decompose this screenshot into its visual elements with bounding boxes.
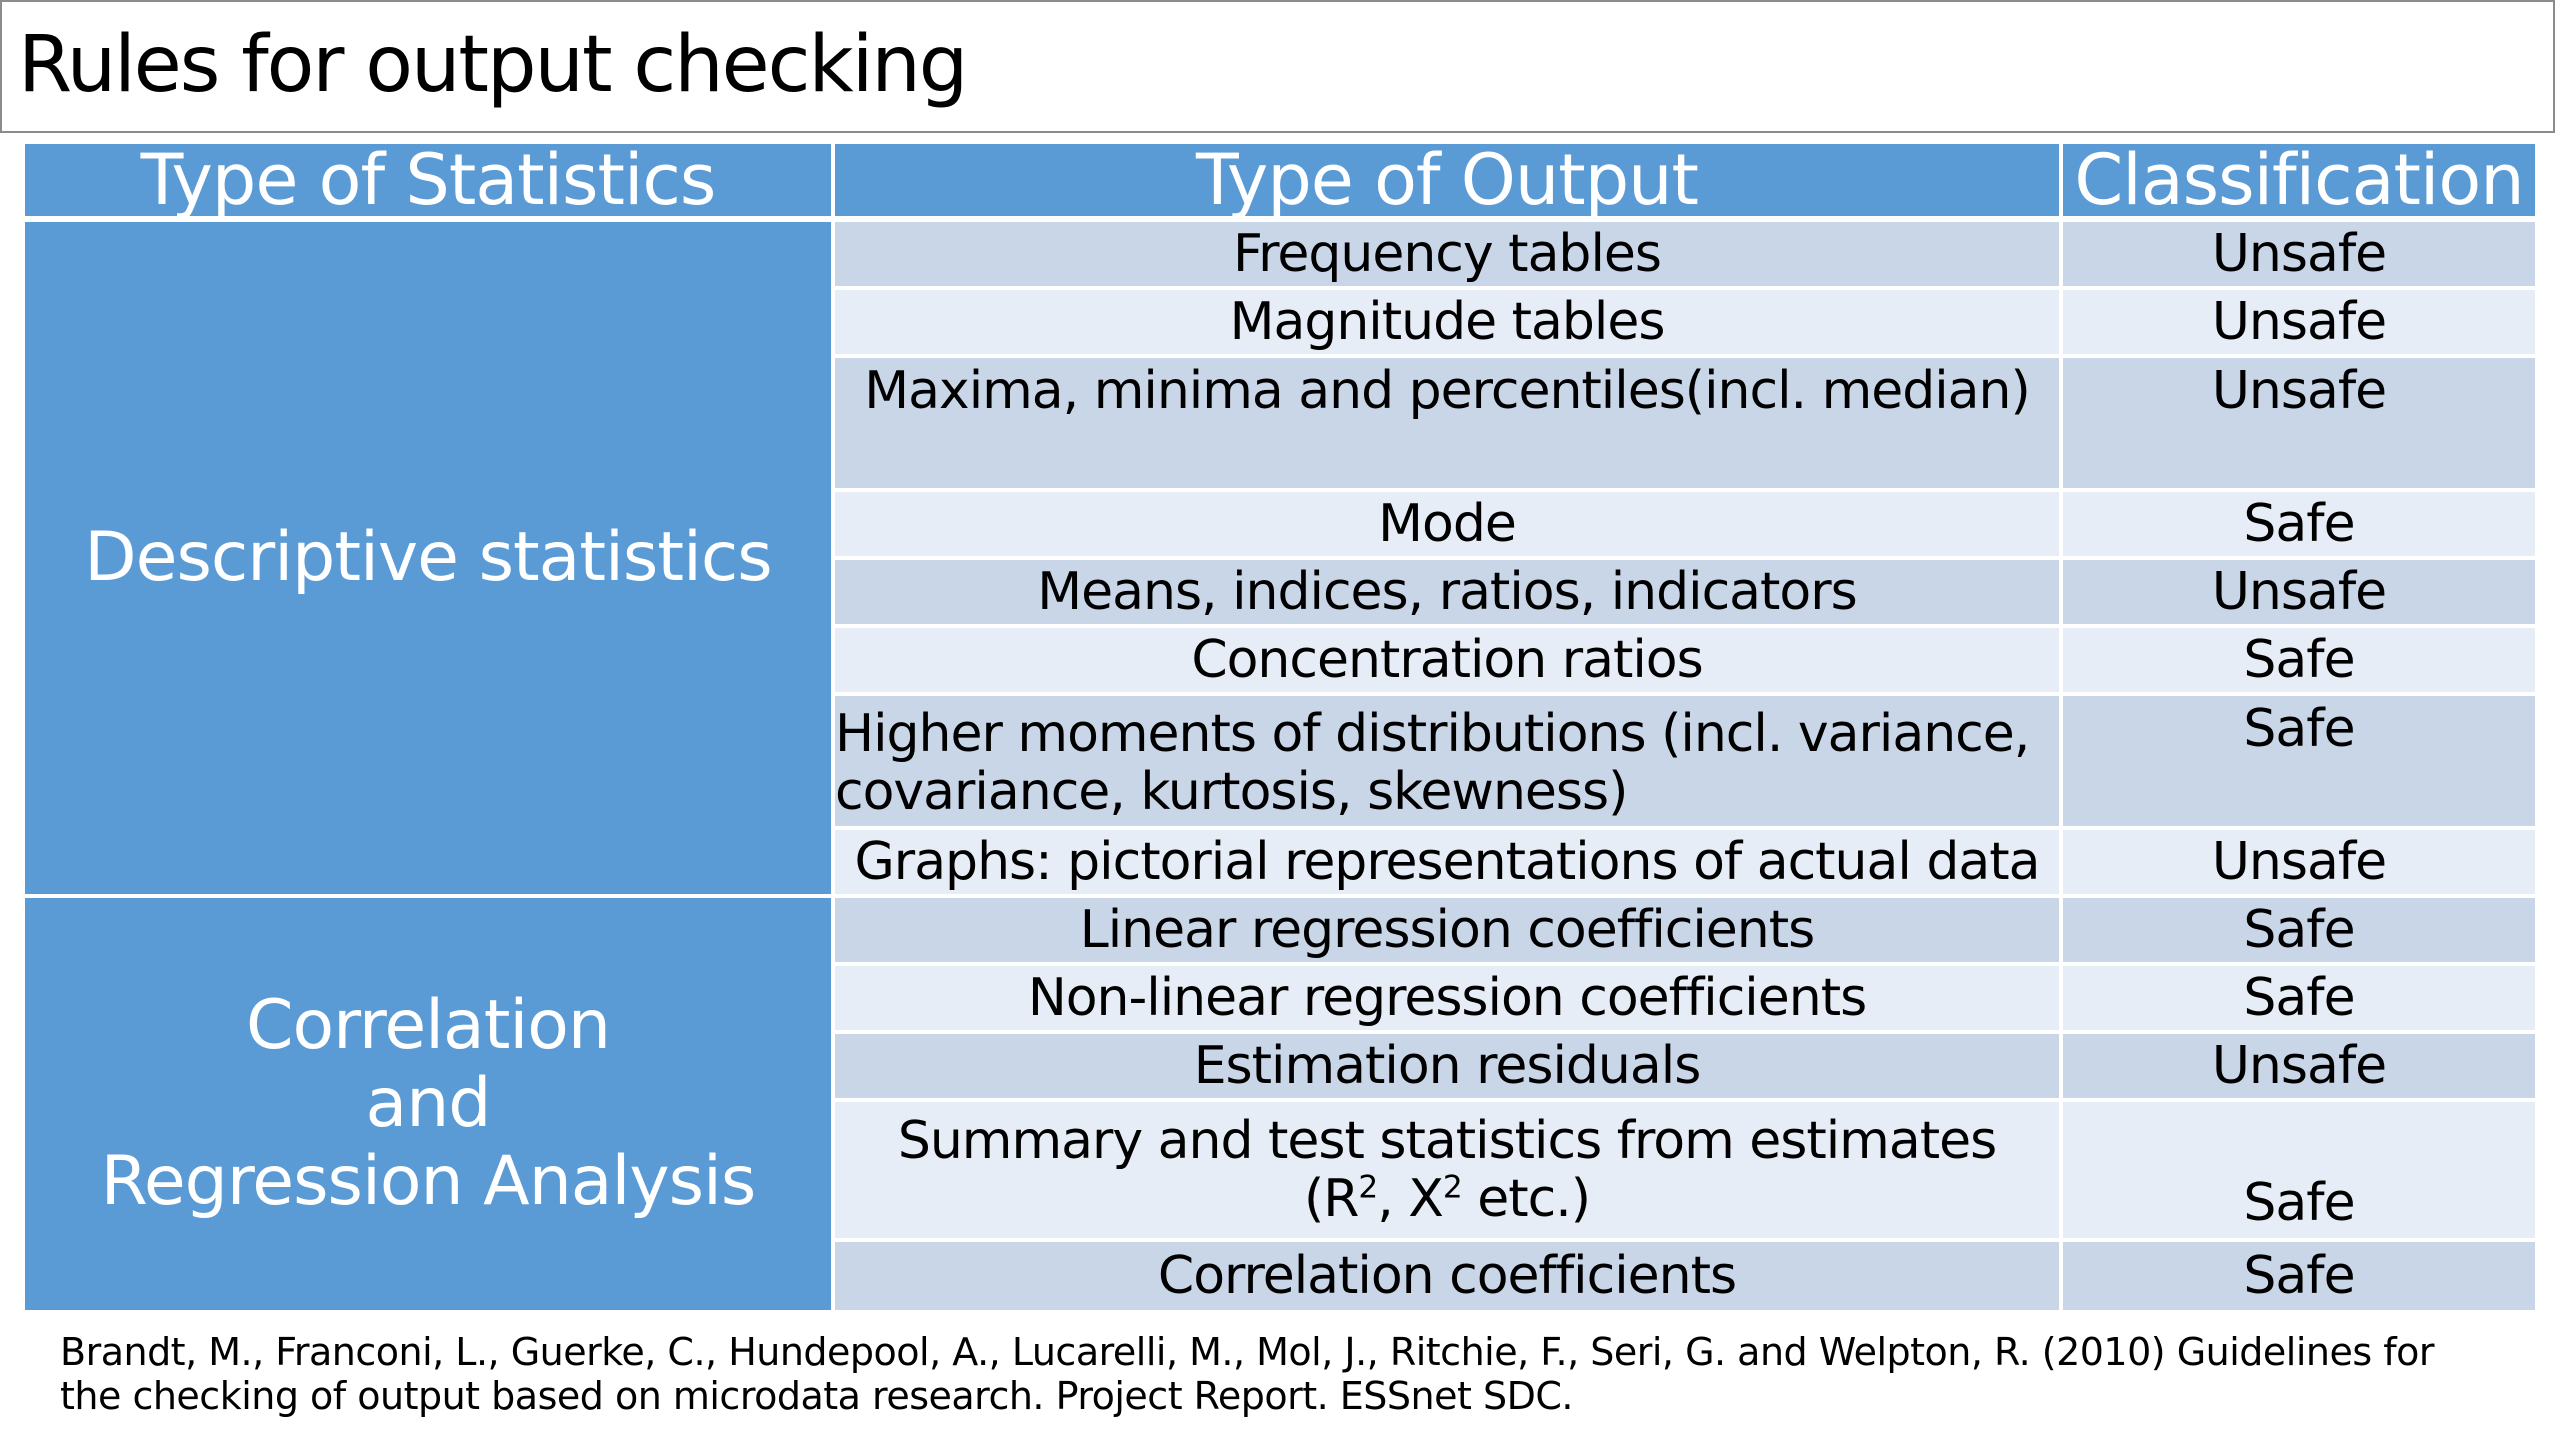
- citation-line2: the checking of output based on microdata research. Project Report. ESSnet SDC.: [60, 1374, 1573, 1418]
- table-row-output: Correlation coefficients: [835, 1242, 2063, 1310]
- header-classification: Classification: [2063, 144, 2535, 222]
- table-row-classification: Unsafe: [2063, 560, 2535, 628]
- table-row-output: Frequency tables: [835, 222, 2063, 290]
- superscript: 2: [1358, 1169, 1378, 1206]
- category-descriptive-label: Descriptive statistics: [84, 518, 772, 597]
- table-row-output: Mode: [835, 492, 2063, 560]
- table-row-classification: Unsafe: [2063, 358, 2535, 492]
- title-bar: [0, 0, 2555, 133]
- table-row-classification: Unsafe: [2063, 290, 2535, 358]
- table-row-classification: Safe: [2063, 492, 2535, 560]
- rules-table: [25, 139, 2535, 1316]
- citation: [60, 1330, 2500, 1418]
- formula-suffix: etc.): [1461, 1169, 1591, 1229]
- table-row-output: Graphs: pictorial representations of actual data: [835, 830, 2063, 898]
- table-row-classification: Safe: [2063, 1242, 2535, 1310]
- table-row-output-line2: covariance, kurtosis, skewness): [835, 762, 1628, 822]
- table-row-classification: Safe: [2063, 1102, 2535, 1242]
- table-row-classification: Safe: [2063, 966, 2535, 1034]
- table-row-output: Means, indices, ratios, indicators: [835, 560, 2063, 628]
- table-row-classification: Safe: [2063, 696, 2535, 830]
- table-row-output: Concentration ratios: [835, 628, 2063, 696]
- table-row-output-line1: Summary and test statistics from estimates: [897, 1111, 1997, 1171]
- citation-line1: Brandt, M., Franconi, L., Guerke, C., Hundepool, A., Lucarelli, M., Mol, J., Ritchie, F., Seri, G. and Welpton, R. (2010) Guidelines for: [60, 1330, 2434, 1374]
- superscript: 2: [1442, 1169, 1462, 1206]
- table-row-output-line2: [1304, 1170, 1590, 1228]
- table-row-output: Maxima, minima and percentiles(incl. median): [835, 358, 2063, 492]
- table-row-output: Magnitude tables: [835, 290, 2063, 358]
- formula-prefix: (R: [1303, 1169, 1359, 1229]
- page-title: Rules for output checking: [18, 20, 967, 110]
- table-row-output: Estimation residuals: [835, 1034, 2063, 1102]
- header-type-of-statistics: Type of Statistics: [25, 144, 835, 222]
- table-row-classification: Safe: [2063, 628, 2535, 696]
- header-type-of-output: Type of Output: [835, 144, 2063, 222]
- table-row-classification: Unsafe: [2063, 830, 2535, 898]
- category-correlation-regression: [25, 898, 835, 1310]
- category-correlation-line2: and: [365, 1064, 491, 1143]
- category-correlation-line1: Correlation: [246, 986, 610, 1065]
- category-descriptive-statistics: [25, 222, 835, 898]
- category-correlation-line3: Regression Analysis: [100, 1142, 756, 1221]
- table-row-classification: Safe: [2063, 898, 2535, 966]
- table-row-classification: Unsafe: [2063, 222, 2535, 290]
- formula-mid: , X: [1377, 1169, 1443, 1229]
- table-row-classification: Unsafe: [2063, 1034, 2535, 1102]
- table-row-output-line1: Higher moments of distributions (incl. variance,: [835, 704, 2030, 764]
- table-row-output: [835, 696, 2063, 830]
- table-row-output: Linear regression coefficients: [835, 898, 2063, 966]
- table-row-output: Non-linear regression coefficients: [835, 966, 2063, 1034]
- table-row-output: [835, 1102, 2063, 1242]
